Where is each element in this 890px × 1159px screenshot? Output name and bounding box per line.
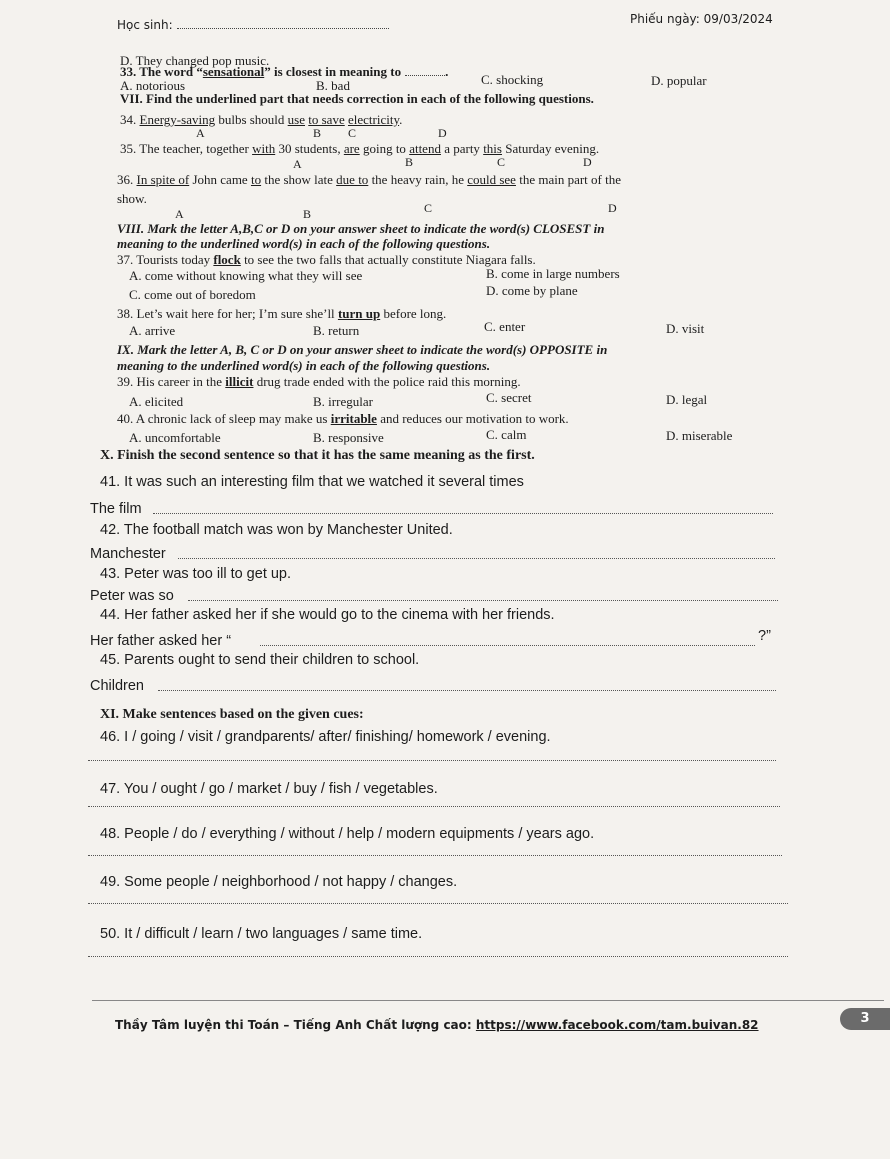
q45-answer-line[interactable] <box>158 690 776 691</box>
student-name-blank <box>177 28 389 29</box>
q36-continuation: show. <box>117 191 147 206</box>
q34-letter-a: A <box>196 126 205 140</box>
q34-letter-c: C <box>348 126 357 140</box>
footer-text: Thầy Tâm luyện thi Toán – Tiếng Anh Chất lượng cao: https://www.facebook.com/tam.buivan.82 <box>115 1018 759 1032</box>
student-name-label: Học sinh: <box>117 18 389 32</box>
q38-option-c: C. enter <box>484 319 526 334</box>
q49-answer-line[interactable] <box>88 903 788 904</box>
section-8-heading-cont: meaning to the underlined word(s) in each of the following questions. <box>117 236 491 251</box>
q36-letter-d: D <box>608 201 617 215</box>
question-44: 44. Her father asked her if she would go to the cinema with her friends. <box>100 607 555 623</box>
q50-answer-line[interactable] <box>88 956 788 957</box>
section-11-heading: XI. Make sentences based on the given cues: <box>100 707 364 722</box>
section-9-heading: IX. Mark the letter A, B, C or D on your answer sheet to indicate the word(s) OPPOSITE in <box>117 342 608 357</box>
question-45: 45. Parents ought to send their children to school. <box>100 652 420 668</box>
q40-option-a: A. uncomfortable <box>129 430 221 445</box>
question-38: 38. Let’s wait here for her; I’m sure she’ll turn up before long. <box>117 306 447 321</box>
worksheet-date: Phiếu ngày: 09/03/2024 <box>630 12 773 26</box>
q46-answer-line[interactable] <box>88 760 776 761</box>
q43-answer-start: Peter was so <box>90 588 174 604</box>
q43-answer-line[interactable] <box>188 600 778 601</box>
q40-option-b: B. responsive <box>313 430 384 445</box>
q41-answer-start: The film <box>90 501 142 517</box>
q39-option-c: C. secret <box>486 390 532 405</box>
q36-letter-a: A <box>175 207 184 221</box>
question-37: 37. Tourists today flock to see the two falls that actually constitute Niagara falls. <box>117 252 536 267</box>
q47-answer-line[interactable] <box>88 806 780 807</box>
question-48: 48. People / do / everything / without / help / modern equipments / years ago. <box>100 826 595 842</box>
page-number: 3 <box>840 1008 890 1030</box>
q32-option-d: D. They changed pop music. <box>120 53 270 68</box>
q33-option-a: A. notorious <box>120 78 185 93</box>
q36-letter-b: B <box>303 207 312 221</box>
section-9-heading-cont: meaning to the underlined word(s) in each of the following questions. <box>117 358 491 373</box>
q42-answer-line[interactable] <box>178 558 775 559</box>
q42-answer-start: Manchester <box>90 546 166 562</box>
q38-option-a: A. arrive <box>129 323 176 338</box>
q33-option-b: B. bad <box>316 78 350 93</box>
section-10-heading: X. Finish the second sentence so that it has the same meaning as the first. <box>100 448 535 463</box>
q35-letter-c: C <box>497 155 506 169</box>
question-34: 34. Energy-saving bulbs should use to save electricity. <box>120 112 403 127</box>
question-47: 47. You / ought / go / market / buy / fish / vegetables. <box>100 781 438 797</box>
q44-answer-start: Her father asked her “ <box>90 633 232 649</box>
question-35: 35. The teacher, together with 30 students, are going to attend a party this Saturday evening. <box>120 141 600 156</box>
q48-answer-line[interactable] <box>88 855 782 856</box>
footer-divider <box>92 1000 884 1001</box>
question-39: 39. His career in the illicit drug trade ended with the police raid this morning. <box>117 374 521 389</box>
q33-option-c: C. shocking <box>481 72 544 87</box>
q34-letter-d: D <box>438 126 447 140</box>
question-40: 40. A chronic lack of sleep may make us irritable and reduces our motivation to work. <box>117 411 569 426</box>
q34-letter-b: B <box>313 126 322 140</box>
q37-option-b: B. come in large numbers <box>486 266 620 281</box>
q38-option-d: D. visit <box>666 321 705 336</box>
q39-option-a: A. elicited <box>129 394 184 409</box>
q35-letter-b: B <box>405 155 414 169</box>
q40-option-d: D. miserable <box>666 428 733 443</box>
q37-option-a: A. come without knowing what they will see <box>129 268 363 283</box>
question-49: 49. Some people / neighborhood / not happy / changes. <box>100 874 458 890</box>
q37-option-d: D. come by plane <box>486 283 578 298</box>
q41-answer-line[interactable] <box>153 513 773 514</box>
question-46: 46. I / going / visit / grandparents/ after/ finishing/ homework / evening. <box>100 729 551 745</box>
q38-option-b: B. return <box>313 323 360 338</box>
q33-option-d: D. popular <box>651 73 707 88</box>
footer-link[interactable]: https://www.facebook.com/tam.buivan.82 <box>475 1018 759 1032</box>
q36-letter-c: C <box>424 201 433 215</box>
q39-option-b: B. irregular <box>313 394 373 409</box>
q45-answer-start: Children <box>90 678 144 694</box>
q44-answer-end: ?” <box>758 628 771 644</box>
q35-letter-a: A <box>293 157 302 171</box>
question-42: 42. The football match was won by Manchester United. <box>100 522 453 538</box>
q35-letter-d: D <box>583 155 592 169</box>
question-50: 50. It / difficult / learn / two languages / same time. <box>100 926 423 942</box>
section-8-heading: VIII. Mark the letter A,B,C or D on your answer sheet to indicate the word(s) CLOSEST in <box>117 221 605 236</box>
q44-answer-line[interactable] <box>260 645 755 646</box>
section-7-heading: VII. Find the underlined part that needs correction in each of the following questions. <box>120 91 594 106</box>
question-36: 36. In spite of John came to the show late due to the heavy rain, he could see the main part of the <box>117 172 622 187</box>
question-41: 41. It was such an interesting film that we watched it several times <box>100 474 524 490</box>
question-33: 33. The word “sensational” is closest in meaning to . <box>120 64 449 79</box>
question-43: 43. Peter was too ill to get up. <box>100 566 292 582</box>
q40-option-c: C. calm <box>486 427 527 442</box>
q39-option-d: D. legal <box>666 392 708 407</box>
q37-option-c: C. come out of boredom <box>129 287 256 302</box>
